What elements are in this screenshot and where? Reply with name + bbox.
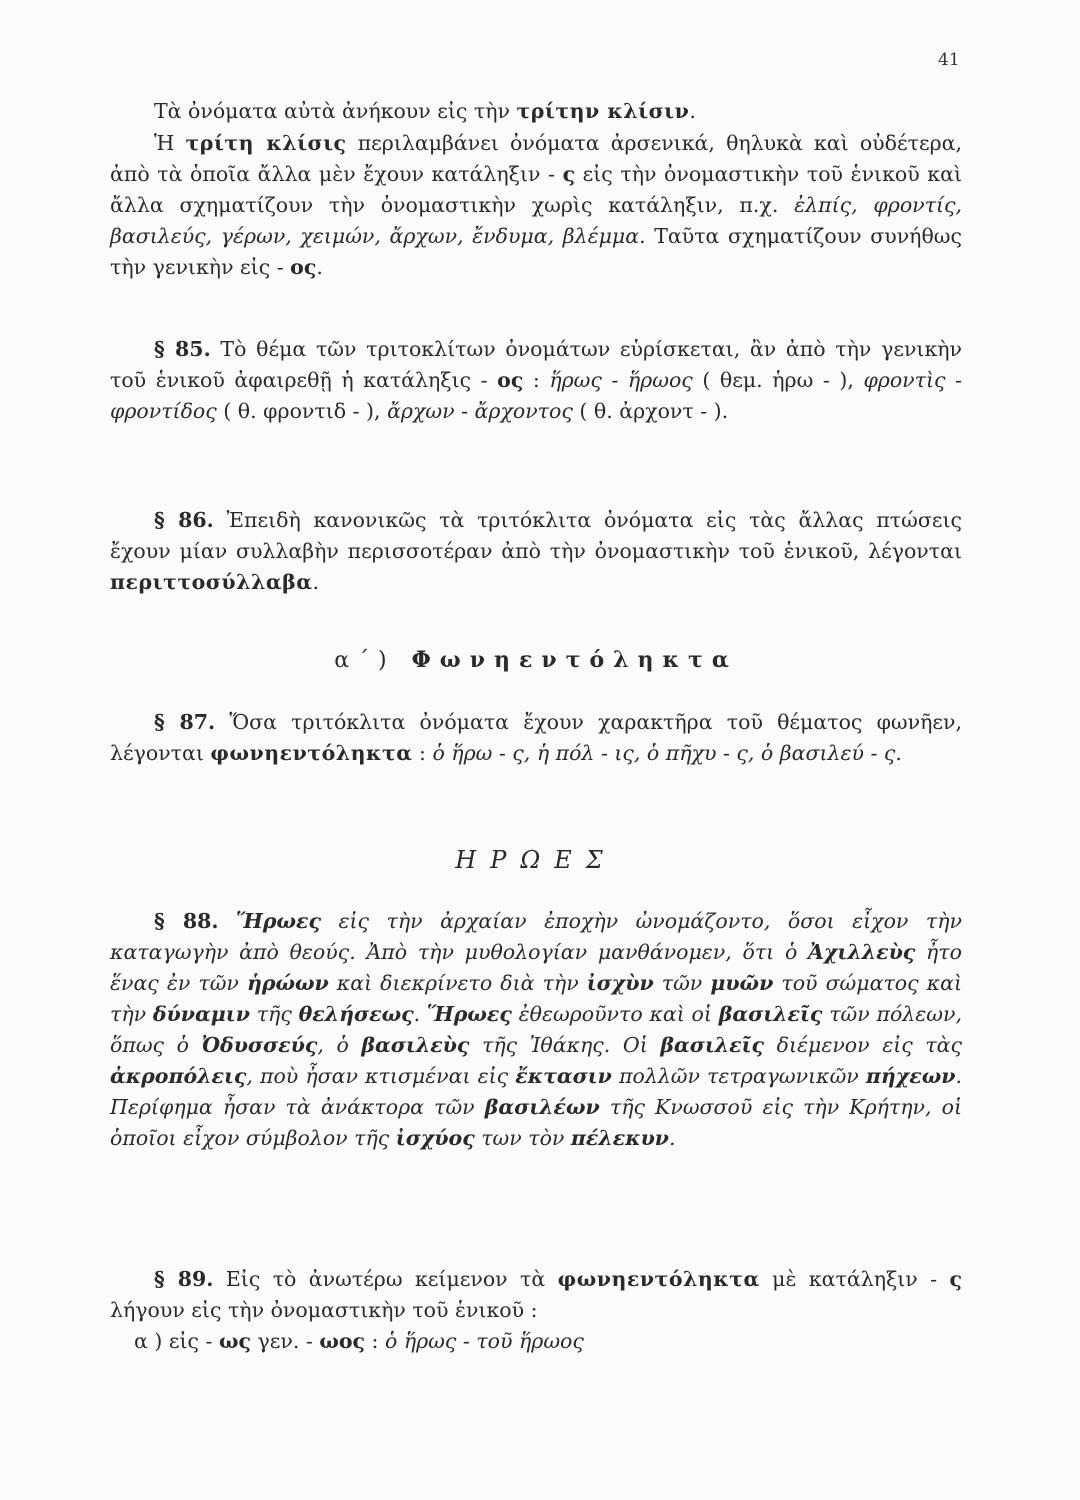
paragraph-intro: Τὰ ὀνόματα αὐτὰ ἀνήκουν εἰς τὴν τρίτην κλίσιν. [154, 99, 696, 123]
section-87: § 87. Ὅσα τριτόκλιτα ὀνόματα ἔχουν χαρακτῆρα τοῦ θέματος φωνῆεν, λέγονται φωνηεντόληκτα : ὁ ἥρω - ς, ἡ πόλ - ις, ὁ πῆχυ - ς, ὁ βασιλεύ - ς. [110, 710, 962, 765]
heading-heroes: ΗΡΩΕΣ [455, 846, 617, 874]
page-number: 41 [938, 50, 960, 70]
section-85: § 85. Τὸ θέμα τῶν τριτοκλίτων ὀνομάτων εὑρίσκεται, ἂν ἀπὸ τὴν γενικὴν τοῦ ἑνικοῦ ἀφαιρεθῇ ἡ κατάληξις - ος : ἥρως - ἥρωος ( θεμ. ἡρω - ), φροντὶς - φροντίδος ( θ. φροντιδ - ), ἄρχων - ἄρχοντος ( θ. ἀρχοντ - ). [110, 337, 963, 423]
section-86: § 86. Ἐπειδὴ κανονικῶς τὰ τριτόκλιτα ὀνόματα εἰς τὰς ἄλλας πτώσεις ἔχουν μίαν συλλαβὴν περισσοτέραν ἀπὸ τὴν ὀνομαστικὴν τοῦ ἑνικοῦ, λέγονται περιττοσύλλαβα. [110, 508, 962, 594]
section-88: § 88. Ἥρωες εἰς τὴν ἀρχαίαν ἐποχὴν ὠνομάζοντο, ὅσοι εἶχον τὴν καταγωγὴν ἀπὸ θεούς. Ἀπὸ τὴν μυθολογίαν μανθάνομεν, ὅτι ὁ Ἀχιλλεὺς ἦτο ἕνας ἐν τῶν ἡρώων καὶ διεκρίνετο διὰ τὴν ἰσχὺν τῶν μυῶν τοῦ σώματος καὶ τὴν δύναμιν τῆς θελήσεως. Ἥρωες ἐθεωροῦντο καὶ οἱ βασιλεῖς τῶν πόλεων, ὅπως ὁ Ὀδυσσεύς, ὁ βασιλεὺς τῆς Ἰθάκης. Οἱ βασιλεῖς διέμενον εἰς τὰς ἀκροπόλεις, ποὺ ἦσαν κτισμέναι εἰς ἔκτασιν πολλῶν τετραγωνικῶν πήχεων. Περίφημα ἦσαν τὰ ἀνάκτορα τῶν βασιλέων τῆς Κνωσσοῦ εἰς τὴν Κρήτην, οἱ ὁποῖοι εἶχον σύμβολον τῆς ἰσχύος των τὸν πέλεκυν. [110, 909, 963, 1150]
section-89: § 89. Εἰς τὸ ἀνωτέρω κείμενον τὰ φωνηεντόληκτα μὲ κατάληξιν - ς λήγουν εἰς τὴν ὀνομαστικὴν τοῦ ἑνικοῦ : α ) εἰς - ως γεν. - ωος : ὁ ἥρως - τοῦ ἥρωος [110, 1267, 962, 1353]
heading-vowel-stems: α΄) Φωνηεντόληκτα [334, 647, 738, 673]
paragraph-third-declension: Ἡ τρίτη κλίσις περιλαμβάνει ὀνόματα ἀρσενικά, θηλυκὰ καὶ οὐδέτερα, ἀπὸ τὰ ὁποῖα ἄλλα μὲν ἔχουν κατάληξιν - ς εἰς τὴν ὀνομαστικὴν τοῦ ἑνικοῦ καὶ ἄλλα σχηματίζουν τὴν ὀνομαστικὴν χωρὶς κατάληξιν, π.χ. ἐλπίς, φροντίς, βασιλεύς, γέρων, χειμών, ἄρχων, ἔνδυμα, βλέμμα. Ταῦτα σχηματίζουν συνήθως τὴν γενικὴν εἰς - ος. [110, 131, 963, 279]
